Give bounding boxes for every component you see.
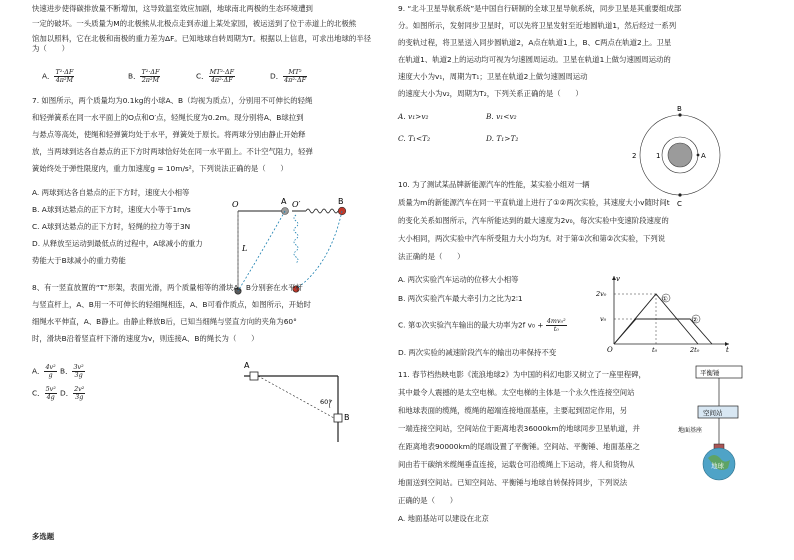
q10-line-2: 质量为m的新能源汽车在同一平直轨道上进行了①②两次实验，其速度大小v随时间t — [398, 198, 670, 207]
q10-option-c: C. 第①次实验汽车输出的最大功率为2f v₀ + $\frac{\text{4mv₀²}}{\text{t₀}}$ — [398, 317, 566, 333]
slider-b — [334, 414, 342, 422]
q10-line-5: 法正确的是（ ） — [398, 252, 465, 261]
fig7-label-a: A — [281, 197, 287, 206]
q10-option-b: B. 两次实验汽车最大牵引力之比为2∶1 — [398, 294, 523, 303]
q9-line-1: 9. “北斗卫星导航系统”是中国自行研制的全球卫星导航系统，同步卫星是其重要组成部 — [398, 4, 682, 13]
fig9-label-1: 1 — [656, 152, 661, 160]
q9-line-2: 分。如图所示，发射同步卫星时，可以先将卫星发射至近地圆轨道1，然后经过一系列 — [398, 21, 677, 30]
q10-option-a: A. 两次实验汽车运动的位移大小相等 — [398, 275, 519, 284]
fig8-label-a: A — [244, 361, 250, 370]
fig11-label-station: 空间站 — [703, 409, 723, 417]
q9-line-6: 的速度大小为v₂，周期为T₂，下列关系正确的是（ ） — [398, 89, 583, 98]
q11-line-3: 和地球表面的缆绳，缆绳的超端连接地面基座，主要起到固定作用，另 — [398, 406, 628, 415]
q6-option-a: A． $\frac{\text{T²·ΔF}}{\text{4π²M}}$ — [42, 68, 74, 84]
q7-option-d: D. 从释放至运动到最低点的过程中，A球减小的重力 — [32, 239, 203, 248]
fig9-label-c: C — [677, 200, 682, 208]
fig10-label-v: v — [616, 275, 620, 283]
q6-option-d: D． $\frac{\text{MT²}}{\text{4π²·ΔF}}$ — [270, 68, 307, 84]
q11-line-2: 其中最令人震撼的是太空电梯。太空电梯的主体是一个永久性连接空间站 — [398, 388, 635, 397]
slider-a — [250, 372, 258, 380]
q7-line-4: 放，当两球到达各自悬点的正下方时两球恰好处在同一水平面上。不计空气阻力，轻弹 — [32, 147, 313, 156]
fig9-label-2: 2 — [632, 152, 637, 160]
fig7-label-b: B — [338, 197, 344, 206]
q11-option-a: A. 地面基站可以建设在北京 — [398, 514, 489, 523]
q8-line-3: 细绳水平伸直，A、B静止。由静止释放B后，已知当细绳与竖直方向的夹角为60° — [32, 317, 297, 326]
multi-choice-heading: 多选题 — [32, 532, 55, 541]
q7-line-5: 簧始终处于弹性限度内，重力加速度g = 10m/s²，下列说法正确的是（ ） — [32, 164, 288, 173]
q11-line-5: 在距离地表90000km的尾端设置了平衡锤。空间站、平衡锤、地面基座之 — [398, 442, 640, 451]
q9-option-d: D. T₁>T₂ — [486, 134, 519, 143]
fig10-label-2t0: 2t₀ — [690, 346, 700, 352]
fig7-label-o2: O′ — [292, 200, 301, 209]
fig10-label-curve-1: ① — [662, 295, 668, 303]
q9-line-3: 的变轨过程，将卫星送入同步圆轨道2，A点在轨道1上，B、C两点在轨道2上。卫星 — [398, 38, 672, 47]
fig9-label-a: A — [701, 152, 706, 160]
fig10-label-t: t — [726, 346, 729, 352]
fig11-label-earth: 地球 — [711, 462, 724, 470]
q6-option-b: B． $\frac{\text{T²·ΔF}}{\text{2π²M}}$ — [128, 68, 160, 84]
q10-vt-graph — [594, 272, 734, 352]
earth-icon — [668, 143, 692, 167]
q6-option-c: C． $\frac{\text{MT²·ΔF}}{\text{4π²·ΔF}}$ — [196, 68, 235, 84]
fig10-label-2v0: 2v₀ — [596, 290, 607, 298]
q9-option-a: A. v₁>v₂ — [398, 112, 429, 121]
fig10-label-t0: t₀ — [652, 346, 658, 352]
q7-line-2: 和轻弹簧系在同一水平面上的O点和O′点，轻绳长度为0.2m。现分别将A、B球拉到 — [32, 113, 304, 122]
q9-line-4: 在轨道1、轨道2上的运动均可视为匀速圆周运动。卫星在轨道1上做匀速圆周运动的 — [398, 55, 671, 64]
q8-figure — [240, 356, 370, 446]
spring-icon — [306, 209, 338, 213]
fig8-label-angle: 60° — [320, 398, 332, 406]
intro-line-1: 快速进步使得碳排放量不断增加，这导致温室效应加剧，地球南北两极的生态环境遭到 — [32, 4, 313, 13]
fig7-label-o: O — [232, 200, 239, 209]
fig9-label-b: B — [677, 105, 682, 113]
q8-line-2: 与竖直杆上，A、B用一不可伸长的轻细绳相连，A、B可看作质点，如图所示，开始时 — [32, 300, 311, 309]
q11-line-8: 正确的是（ ） — [398, 496, 458, 505]
q11-line-1: 11. 春节档热映电影《流浪地球2》为中国的科幻电影又树立了一座里程碑， — [398, 370, 646, 379]
q8-option-a: A． $\frac{\text{4v²}}{g}$ — [32, 363, 56, 379]
q9-option-c: C. T₁<T₂ — [398, 134, 431, 143]
fig11-label-counterweight: 平衡锤 — [700, 369, 720, 377]
q8-line-1: 8、有一竖直放置的“T”形架，表面光滑，两个质量相等的滑块A、B分别套在水平杆 — [32, 283, 303, 292]
fig11-label-base: 地面基座 — [678, 427, 703, 434]
q7-option-a: A. 两球到达各自悬点的正下方时，速度大小相等 — [32, 188, 190, 197]
q7-option-d-cont: 势能大于B球减小的重力势能 — [32, 256, 126, 265]
q10-line-4: 大小相同，两次实验中汽车所受阻力大小均为f。对于第①次和第②次实验，下列说 — [398, 234, 666, 243]
fig10-label-o: O — [607, 346, 613, 352]
q9-line-5: 速度大小为v₁，周期为T₁；卫星在轨道2上做匀速圆周运动 — [398, 72, 588, 81]
q10-line-1: 10. 为了测试某品牌新能源汽车的性能，某实验小组对一辆 — [398, 180, 590, 189]
q8-option-c: C． $\frac{\text{5v²}}{4g}$ — [32, 385, 56, 401]
q10-line-3: 的变化关系如图所示，汽车所能达到的最大速度为2v₀，每次实验中变速阶段速度的 — [398, 216, 669, 225]
fig8-label-b: B — [344, 413, 350, 422]
q9-option-b: B. v₁<v₂ — [486, 112, 517, 121]
q8-option-d: D． $\frac{\text{2v²}}{3g}$ — [60, 385, 85, 401]
q8-option-b: B． $\frac{\text{3v²}}{3g}$ — [60, 363, 84, 379]
q7-option-c: C. A球到达悬点的正下方时，轻绳的拉力等于3N — [32, 222, 191, 231]
q9-orbit-figure — [620, 100, 740, 210]
q11-elevator-figure — [678, 362, 758, 482]
fig10-label-curve-2: ② — [692, 316, 698, 324]
q7-line-3: 与悬点等高处，使绳和轻弹簧均处于水平，弹簧处于原长。将两球分别由静止开始释 — [32, 130, 306, 139]
q7-option-b: B. A球到达悬点的正下方时，速度大小等于1m/s — [32, 205, 191, 214]
intro-line-3: 馆加以照料，它在北极和南极的重力差为ΔF。已知地球自转周期为T。根据以上信息，可求出地球的半径为（ ） — [32, 34, 372, 53]
q10-option-d: D. 两次实验的减速阶段汽车的输出功率保持不变 — [398, 348, 557, 357]
q7-figure — [230, 195, 360, 295]
q11-line-4: 一端连接空间站，空间站位于距离地表36000km的地球同步卫星轨道，并 — [398, 424, 640, 433]
q8-line-4: 时，滑块B沿着竖直杆下滑的速度为v，则连接A、B的绳长为（ ） — [32, 334, 259, 343]
fig7-label-l: L — [242, 244, 248, 253]
fig10-label-v0: v₀ — [600, 315, 607, 323]
intro-line-2: 一定的破坏。一头质量为M的北极熊从北极点走到赤道上某处家园，被运送到了位于赤道上的北极熊 — [32, 19, 357, 28]
q7-line-1: 7. 如图所示，两个质量均为0.1kg的小球A、B（均视为质点），分别用不可伸长的轻绳 — [32, 96, 313, 105]
q11-line-7: 地面送到空间站。已知空间站、平衡锤与地球自转保持同步，下列说法 — [398, 478, 628, 487]
q11-line-6: 间由若干碳纳米缆绳垂直连接，运载仓可沿缆绳上下运动，将人和货物从 — [398, 460, 635, 469]
